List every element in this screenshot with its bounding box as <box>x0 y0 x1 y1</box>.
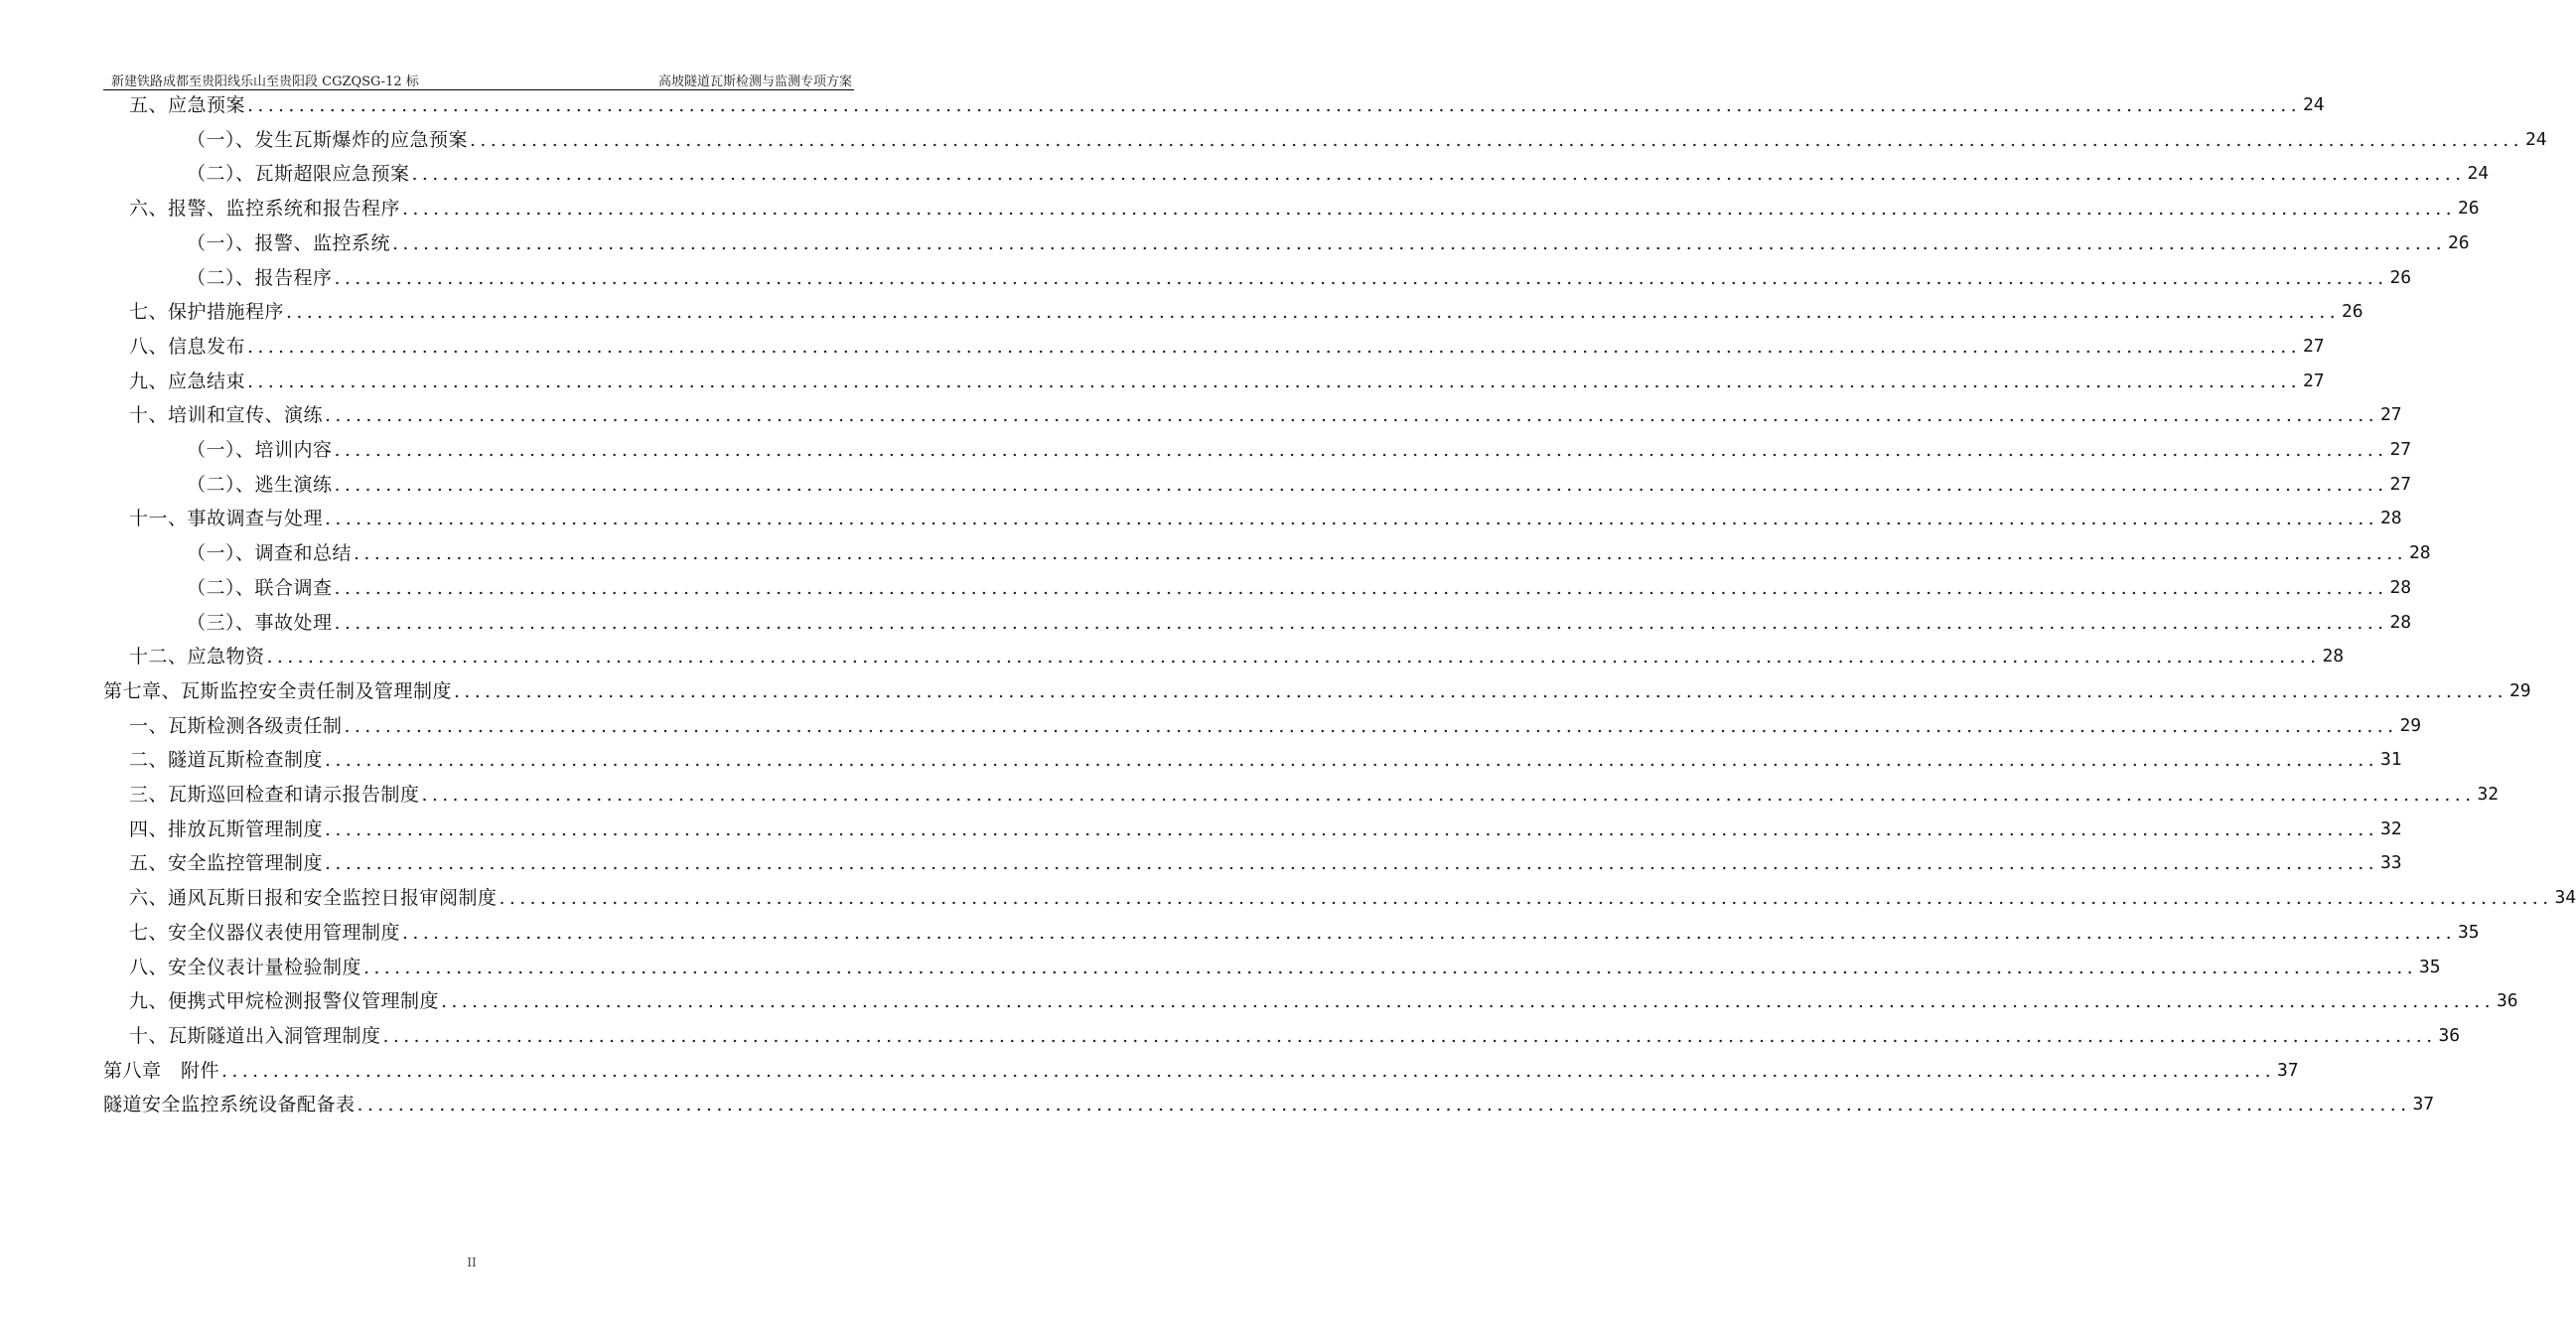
toc-entry-title: 第八章 附件 <box>103 1059 220 1082</box>
toc-entry-title: （一）、发生瓦斯爆炸的应急预案 <box>187 128 469 151</box>
toc-entry[interactable] <box>103 640 2345 673</box>
toc-entry-title: 五、安全监控管理制度 <box>129 852 324 875</box>
toc-entry-title: 三、瓦斯巡回检查和请示报告制度 <box>129 784 420 806</box>
toc-entry-page: 36 <box>2438 1024 2461 1046</box>
toc-entry-page: 35 <box>2418 956 2441 977</box>
toc-entry-title: （一）、报警、监控系统 <box>187 231 391 254</box>
toc-entry-page: 24 <box>2302 94 2325 115</box>
toc-entry-title: 七、安全仪器仪表使用管理制度 <box>129 921 401 944</box>
toc-entry[interactable] <box>103 330 2325 364</box>
toc-entry-title: （一）、培训内容 <box>187 439 333 461</box>
toc-entry[interactable] <box>103 365 2325 398</box>
toc-entry-page: 26 <box>2341 301 2363 323</box>
toc-entry-page: 28 <box>2389 611 2412 633</box>
toc-entry[interactable] <box>103 984 2518 1018</box>
toc-entry-title: 五、应急预案 <box>129 94 246 116</box>
toc-entry-page: 26 <box>2457 198 2480 220</box>
page-number: II <box>467 1256 477 1269</box>
toc-entry-page: 27 <box>2389 473 2412 495</box>
toc-entry-title: 十、瓦斯隧道出入洞管理制度 <box>129 1024 381 1047</box>
toc-dot-leader: ........................................................................................................................................................................................................ <box>334 576 2388 599</box>
toc-entry[interactable] <box>103 295 2363 329</box>
toc-dot-leader: ........................................................................................................................................................................................................ <box>454 679 2507 702</box>
toc-entry-title: 九、应急结束 <box>129 370 246 392</box>
toc-dot-leader: ........................................................................................................................................................................................................ <box>402 198 2456 221</box>
toc-dot-leader: ........................................................................................................................................................................................................ <box>334 266 2388 289</box>
toc-entry-title: （二）、瓦斯超限应急预案 <box>187 163 410 186</box>
toc-entry-title: 四、排放瓦斯管理制度 <box>129 817 324 840</box>
toc-dot-leader: ........................................................................................................................................................................................................ <box>402 921 2456 944</box>
toc-dot-leader: ........................................................................................................................................................................................................ <box>221 1059 2275 1082</box>
toc-dot-leader: ........................................................................................................................................................................................................ <box>247 94 2301 116</box>
toc-entry[interactable] <box>103 743 2402 777</box>
toc-entry-title: 九、便携式甲烷检测报警仪管理制度 <box>129 990 440 1013</box>
toc-entry-title: 二、隧道瓦斯检查制度 <box>129 749 324 772</box>
toc-entry-page: 35 <box>2457 921 2480 943</box>
toc-dot-leader: ........................................................................................................................................................................................................ <box>334 611 2388 634</box>
toc-entry[interactable] <box>103 1019 2461 1053</box>
toc-entry-page: 27 <box>2302 370 2325 391</box>
toc-entry-title: 隧道安全监控系统设备配备表 <box>103 1094 356 1116</box>
toc-entry-page: 37 <box>2276 1059 2299 1081</box>
toc-entry[interactable] <box>103 1054 2299 1088</box>
toc-dot-leader: ........................................................................................................................................................................................................ <box>247 335 2301 358</box>
toc-entry-page: 37 <box>2412 1094 2435 1115</box>
toc-dot-leader: ........................................................................................................................................................................................................ <box>499 887 2553 910</box>
toc-dot-leader: ........................................................................................................................................................................................................ <box>266 646 2321 668</box>
toc-entry-title: 七、保护措施程序 <box>129 301 285 324</box>
toc-entry[interactable] <box>103 846 2402 880</box>
toc-entry-page: 26 <box>2389 266 2412 288</box>
toc-entry-page: 29 <box>2508 679 2531 701</box>
toc-entry-page: 28 <box>2408 542 2431 564</box>
header-left-text: 新建铁路成都至贵阳线乐山至贵阳段 CGZQSG-12 标 <box>111 74 419 89</box>
toc-entry[interactable] <box>103 123 2547 157</box>
toc-entry[interactable] <box>103 433 2412 467</box>
toc-entry-title: 八、安全仪表计量检验制度 <box>129 956 362 978</box>
toc-entry[interactable] <box>103 398 2402 432</box>
toc-dot-leader: ........................................................................................................................................................................................................ <box>411 163 2466 186</box>
toc-entry-page: 26 <box>2447 231 2470 253</box>
toc-entry-page: 28 <box>2389 576 2412 598</box>
toc-entry[interactable] <box>103 468 2412 502</box>
toc-entry-page: 33 <box>2379 852 2402 874</box>
toc-entry-title: （二）、逃生演练 <box>187 473 333 496</box>
toc-entry[interactable] <box>103 881 2576 915</box>
toc-entry-page: 27 <box>2302 335 2325 357</box>
toc-entry-title: （三）、事故处理 <box>187 611 333 634</box>
toc-entry-title: 六、报警、监控系统和报告程序 <box>129 198 401 221</box>
toc-entry-page: 28 <box>2379 508 2402 529</box>
toc-entry[interactable] <box>103 88 2325 122</box>
toc-dot-leader: ........................................................................................................................................................................................................ <box>286 301 2340 324</box>
toc-entry[interactable] <box>103 157 2490 191</box>
toc-entry-page: 36 <box>2496 990 2518 1012</box>
toc-dot-leader: ........................................................................................................................................................................................................ <box>382 1024 2437 1047</box>
toc-entry-page: 27 <box>2379 404 2402 426</box>
toc-entry[interactable] <box>103 261 2412 295</box>
toc-entry-title: 十一、事故调查与处理 <box>129 508 324 530</box>
toc-entry-page: 34 <box>2554 887 2576 909</box>
toc-entry[interactable] <box>103 674 2531 708</box>
toc-entry[interactable] <box>103 192 2480 225</box>
toc-entry[interactable] <box>103 536 2431 570</box>
toc-dot-leader: ........................................................................................................................................................................................................ <box>421 784 2476 806</box>
toc-dot-leader: ........................................................................................................................................................................................................ <box>247 370 2301 392</box>
toc-entry[interactable] <box>103 606 2412 640</box>
toc-entry-title: 第七章、瓦斯监控安全责任制及管理制度 <box>103 679 453 702</box>
toc-entry-page: 31 <box>2379 749 2402 771</box>
toc-dot-leader: ........................................................................................................................................................................................................ <box>325 749 2378 772</box>
toc-entry-title: 一、瓦斯检测各级责任制 <box>129 714 343 737</box>
toc-entry[interactable] <box>103 571 2412 605</box>
toc-entry-title: （一）、调查和总结 <box>187 542 353 565</box>
toc-entry-title: （二）、联合调查 <box>187 576 333 599</box>
toc-dot-leader: ........................................................................................................................................................................................................ <box>392 231 2446 254</box>
toc-dot-leader: ........................................................................................................................................................................................................ <box>334 473 2388 496</box>
toc-entry[interactable] <box>103 226 2470 260</box>
toc-dot-leader: ........................................................................................................................................................................................................ <box>334 439 2388 461</box>
toc-entry-page: 29 <box>2399 714 2422 736</box>
toc-entry-title: 六、通风瓦斯日报和安全监控日报审阅制度 <box>129 887 498 910</box>
toc-entry-title: 十二、应急物资 <box>129 646 265 668</box>
toc-entry[interactable] <box>103 502 2402 535</box>
toc-entry-page: 24 <box>2524 128 2547 150</box>
toc-dot-leader: ........................................................................................................................................................................................................ <box>470 128 2523 151</box>
toc-entry-page: 27 <box>2389 439 2412 460</box>
toc-entry[interactable] <box>103 916 2480 950</box>
toc-dot-leader: ........................................................................................................................................................................................................ <box>325 852 2378 875</box>
toc-dot-leader: ........................................................................................................................................................................................................ <box>325 508 2378 530</box>
toc-entry[interactable] <box>103 813 2402 846</box>
toc-entry[interactable] <box>103 1088 2435 1121</box>
header-right-text: 高坡隧道瓦斯检测与监测专项方案 <box>657 74 852 89</box>
toc-dot-leader: ........................................................................................................................................................................................................ <box>441 990 2495 1013</box>
toc-dot-leader: ........................................................................................................................................................................................................ <box>363 956 2417 978</box>
toc-entry[interactable] <box>103 778 2500 812</box>
toc-dot-leader: ........................................................................................................................................................................................................ <box>357 1094 2411 1116</box>
toc-entry-page: 32 <box>2379 817 2402 839</box>
toc-entry-page: 28 <box>2322 646 2345 668</box>
toc-entry-title: （二）、报告程序 <box>187 266 333 289</box>
toc-entry[interactable] <box>103 951 2441 984</box>
toc-entry-title: 八、信息发布 <box>129 335 246 358</box>
toc-entry-title: 十、培训和宣传、演练 <box>129 404 324 427</box>
page-header <box>103 68 854 90</box>
toc-entry[interactable] <box>103 709 2422 743</box>
toc-entry-page: 32 <box>2477 784 2500 805</box>
toc-entry-page: 24 <box>2467 163 2490 185</box>
toc-dot-leader: ........................................................................................................................................................................................................ <box>354 542 2407 565</box>
toc-dot-leader: ........................................................................................................................................................................................................ <box>325 404 2378 427</box>
toc-dot-leader: ........................................................................................................................................................................................................ <box>325 817 2378 840</box>
toc-dot-leader: ........................................................................................................................................................................................................ <box>344 714 2398 737</box>
